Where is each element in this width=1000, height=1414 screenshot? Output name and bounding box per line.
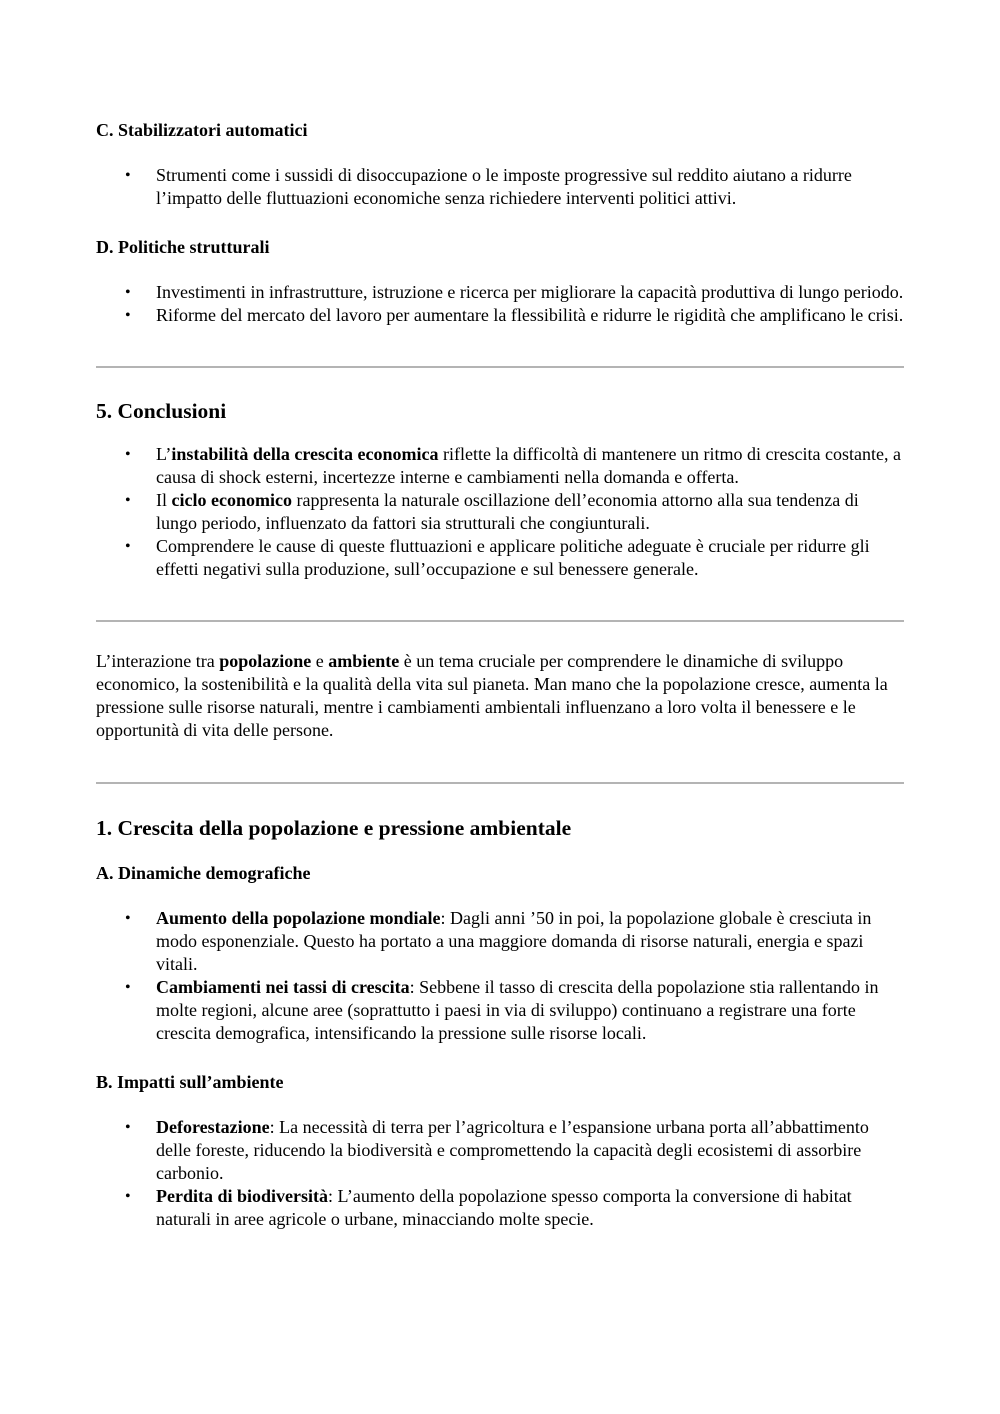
- item-text-bold: Perdita di biodiversità: [156, 1186, 328, 1206]
- list-item: [156, 1185, 904, 1231]
- section-1a-heading: A. Dinamiche demografiche: [96, 863, 311, 883]
- section-1a-list: [96, 907, 904, 1045]
- item-text-post: : La necessità di terra per l’agricoltura e l’espansione urbana porta all’abbattimento delle foreste, riducendo la biodiversità e compromettendo la capacità degli ecosistemi di assorbire carbonio.: [156, 1117, 869, 1183]
- document-page: [96, 118, 904, 1231]
- item-text-pre: L’: [156, 444, 172, 464]
- item-text-post: rappresenta la naturale oscillazione dell’economia attorno alla sua tendenza di lungo periodo, influenzato da fattori sia strutturali che congiunturali.: [156, 490, 859, 533]
- section-d-list: [96, 281, 904, 327]
- intro-text: L’interazione tra: [96, 651, 220, 671]
- item-text-bold: instabilità della crescita economica: [171, 444, 439, 464]
- intro-text: è un tema cruciale per comprendere le dinamiche di sviluppo economico, la sostenibilità e la qualità della vita sul pianeta. Man mano che la popolazione cresce, aumenta la pressione sulle risorse naturali, mentre i cambiamenti ambientali influenzano a loro volta il benessere e le opportunità di vita delle persone.: [96, 651, 888, 740]
- list-item: [156, 976, 904, 1045]
- section-c-list: [96, 164, 904, 210]
- list-item: [156, 907, 904, 976]
- item-text-post: : L’aumento della popolazione spesso comporta la conversione di habitat naturali in aree agricole o urbane, minacciando molte specie.: [156, 1186, 852, 1229]
- horizontal-divider: [96, 620, 904, 622]
- horizontal-divider: [96, 366, 904, 368]
- intro-text: e: [311, 651, 329, 671]
- list-item: • Investimenti in infrastrutture, istruzione e ricerca per migliorare la capacità produttiva di lungo periodo.: [156, 281, 904, 304]
- list-item: [156, 489, 904, 535]
- intro-paragraph: [96, 650, 904, 742]
- section-1-heading: 1. Crescita della popolazione e pressione ambientale: [96, 816, 572, 840]
- item-text-pre: Comprendere le cause di queste fluttuazioni e applicare politiche adeguate è cruciale per ridurre gli effetti negativi sulla produzione, sull’occupazione e sul benessere generale.: [156, 536, 870, 579]
- item-text-post: riflette la difficoltà di mantenere un ritmo di crescita costante, a causa di shock esterni, incertezze interne e cambiamenti nella domanda e offerta.: [156, 444, 901, 487]
- section-1b-list: [96, 1116, 904, 1231]
- item-text-bold: Deforestazione: [156, 1117, 270, 1137]
- intro-bold-popolazione: popolazione: [219, 651, 312, 671]
- list-item: • Riforme del mercato del lavoro per aumentare la flessibilità e ridurre le rigidità che amplificano le crisi.: [156, 304, 904, 327]
- section-c-heading: C. Stabilizzatori automatici: [96, 120, 308, 140]
- item-text-bold: Aumento della popolazione mondiale: [156, 908, 441, 928]
- list-item: [156, 443, 904, 489]
- section-1b-heading: B. Impatti sull’ambiente: [96, 1072, 284, 1092]
- list-item: [156, 1116, 904, 1185]
- intro-bold-ambiente: ambiente: [328, 651, 400, 671]
- list-item: • Strumenti come i sussidi di disoccupazione o le imposte progressive sul reddito aiutano a ridurre l’impatto delle fluttuazioni economiche senza richiedere interventi politici attivi.: [156, 164, 904, 210]
- item-text-pre: Il: [156, 490, 172, 510]
- item-text-post: : Dagli anni ’50 in poi, la popolazione globale è cresciuta in modo esponenziale. Questo ha portato a una maggiore domanda di risorse naturali, energia e spazi vitali.: [156, 908, 872, 974]
- conclusions-heading: 5. Conclusioni: [96, 399, 227, 423]
- item-text-post: : Sebbene il tasso di crescita della popolazione stia rallentando in molte regioni, alcune aree (soprattutto i paesi in via di sviluppo) continuano a registrare una forte crescita demografica, intensificando la pressione sulle risorse locali.: [156, 977, 879, 1043]
- conclusions-list: [96, 443, 904, 581]
- item-text-bold: ciclo economico: [171, 490, 292, 510]
- horizontal-divider: [96, 782, 904, 784]
- section-d-heading: D. Politiche strutturali: [96, 237, 270, 257]
- item-text-bold: Cambiamenti nei tassi di crescita: [156, 977, 410, 997]
- list-item: [156, 535, 904, 581]
